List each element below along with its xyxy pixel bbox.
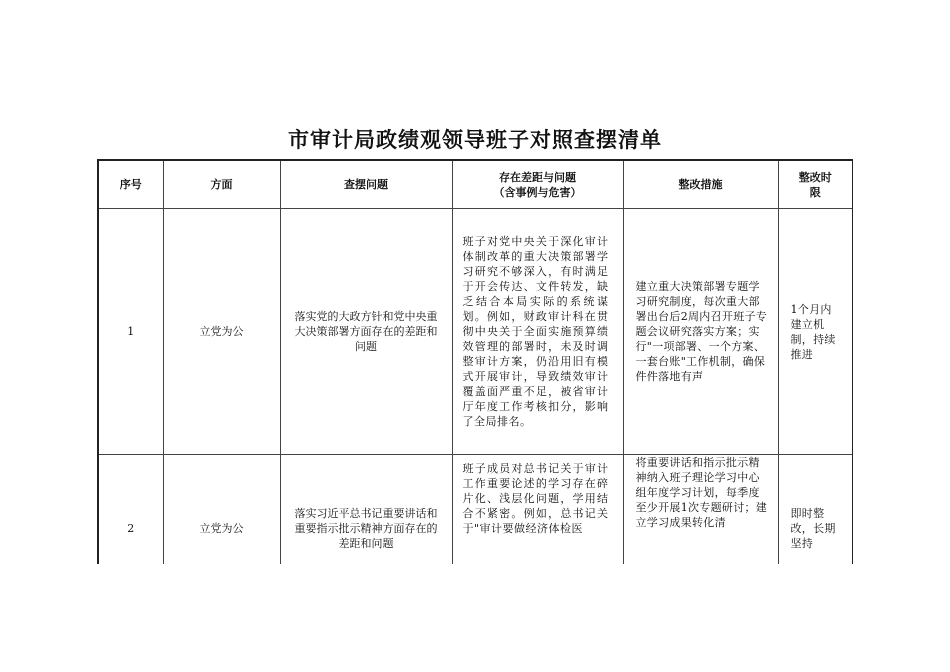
cell-aspect: 立党为公	[163, 209, 280, 455]
checklist-table	[97, 159, 853, 564]
table-row	[98, 209, 853, 455]
page-title: 市审计局政绩观领导班子对照查摆清单	[288, 128, 662, 152]
header-gap-line2: （含事例与危害）	[493, 185, 582, 199]
table-header-row	[98, 160, 853, 209]
header-deadline: 整改时限	[778, 160, 853, 209]
cell-seq: 2	[98, 455, 163, 565]
cell-gap: 班子对党中央关于深化审计体制改革的重大决策部署学习研究不够深入，有时满足于开会传达、文件转发，缺乏结合本局实际的系统谋划。例如，财政审计科在贯彻中央关于全面实施预算绩效管理的部署时，未及时调整审计方案，仍沿用旧有模式开展审计，导致绩效审计覆盖面严重不足，被省审计厅年度工作考核扣分，影响了全局排名。	[452, 209, 623, 455]
cell-issue: 落实党的大政方针和党中央重大决策部署方面存在的差距和问题	[280, 209, 452, 455]
header-aspect: 方面	[163, 160, 280, 209]
cell-aspect: 立党为公	[163, 455, 280, 565]
cell-deadline: 1个月内建立机制，持续推进	[778, 209, 853, 455]
header-gap	[452, 160, 623, 209]
header-seq: 序号	[98, 160, 163, 209]
header-measure: 整改措施	[623, 160, 778, 209]
header-gap-line1: 存在差距与问题	[499, 170, 576, 184]
cell-seq: 1	[98, 209, 163, 455]
cell-issue: 落实习近平总书记重要讲话和重要指示批示精神方面存在的差距和问题	[280, 455, 452, 565]
cell-deadline: 即时整改，长期坚持	[778, 455, 853, 565]
checklist-table-container	[97, 159, 853, 564]
header-issue: 查摆问题	[280, 160, 452, 209]
cell-measure: 将重要讲话和指示批示精神纳入班子理论学习中心组年度学习计划，每季度至少开展1次专题研讨；建立学习成果转化清	[623, 455, 778, 565]
table-row	[98, 455, 853, 565]
cell-measure: 建立重大决策部署专题学习研究制度，每次重大部署出台后2周内召开班子专题会议研究落实方案；实行"一项部署、一个方案、一套台账"工作机制，确保件件落地有声	[623, 209, 778, 455]
cell-gap: 班子成员对总书记关于审计工作重要论述的学习存在碎片化、浅层化问题，学用结合不紧密。例如，总书记关于"审计要做经济体检医	[452, 455, 623, 565]
